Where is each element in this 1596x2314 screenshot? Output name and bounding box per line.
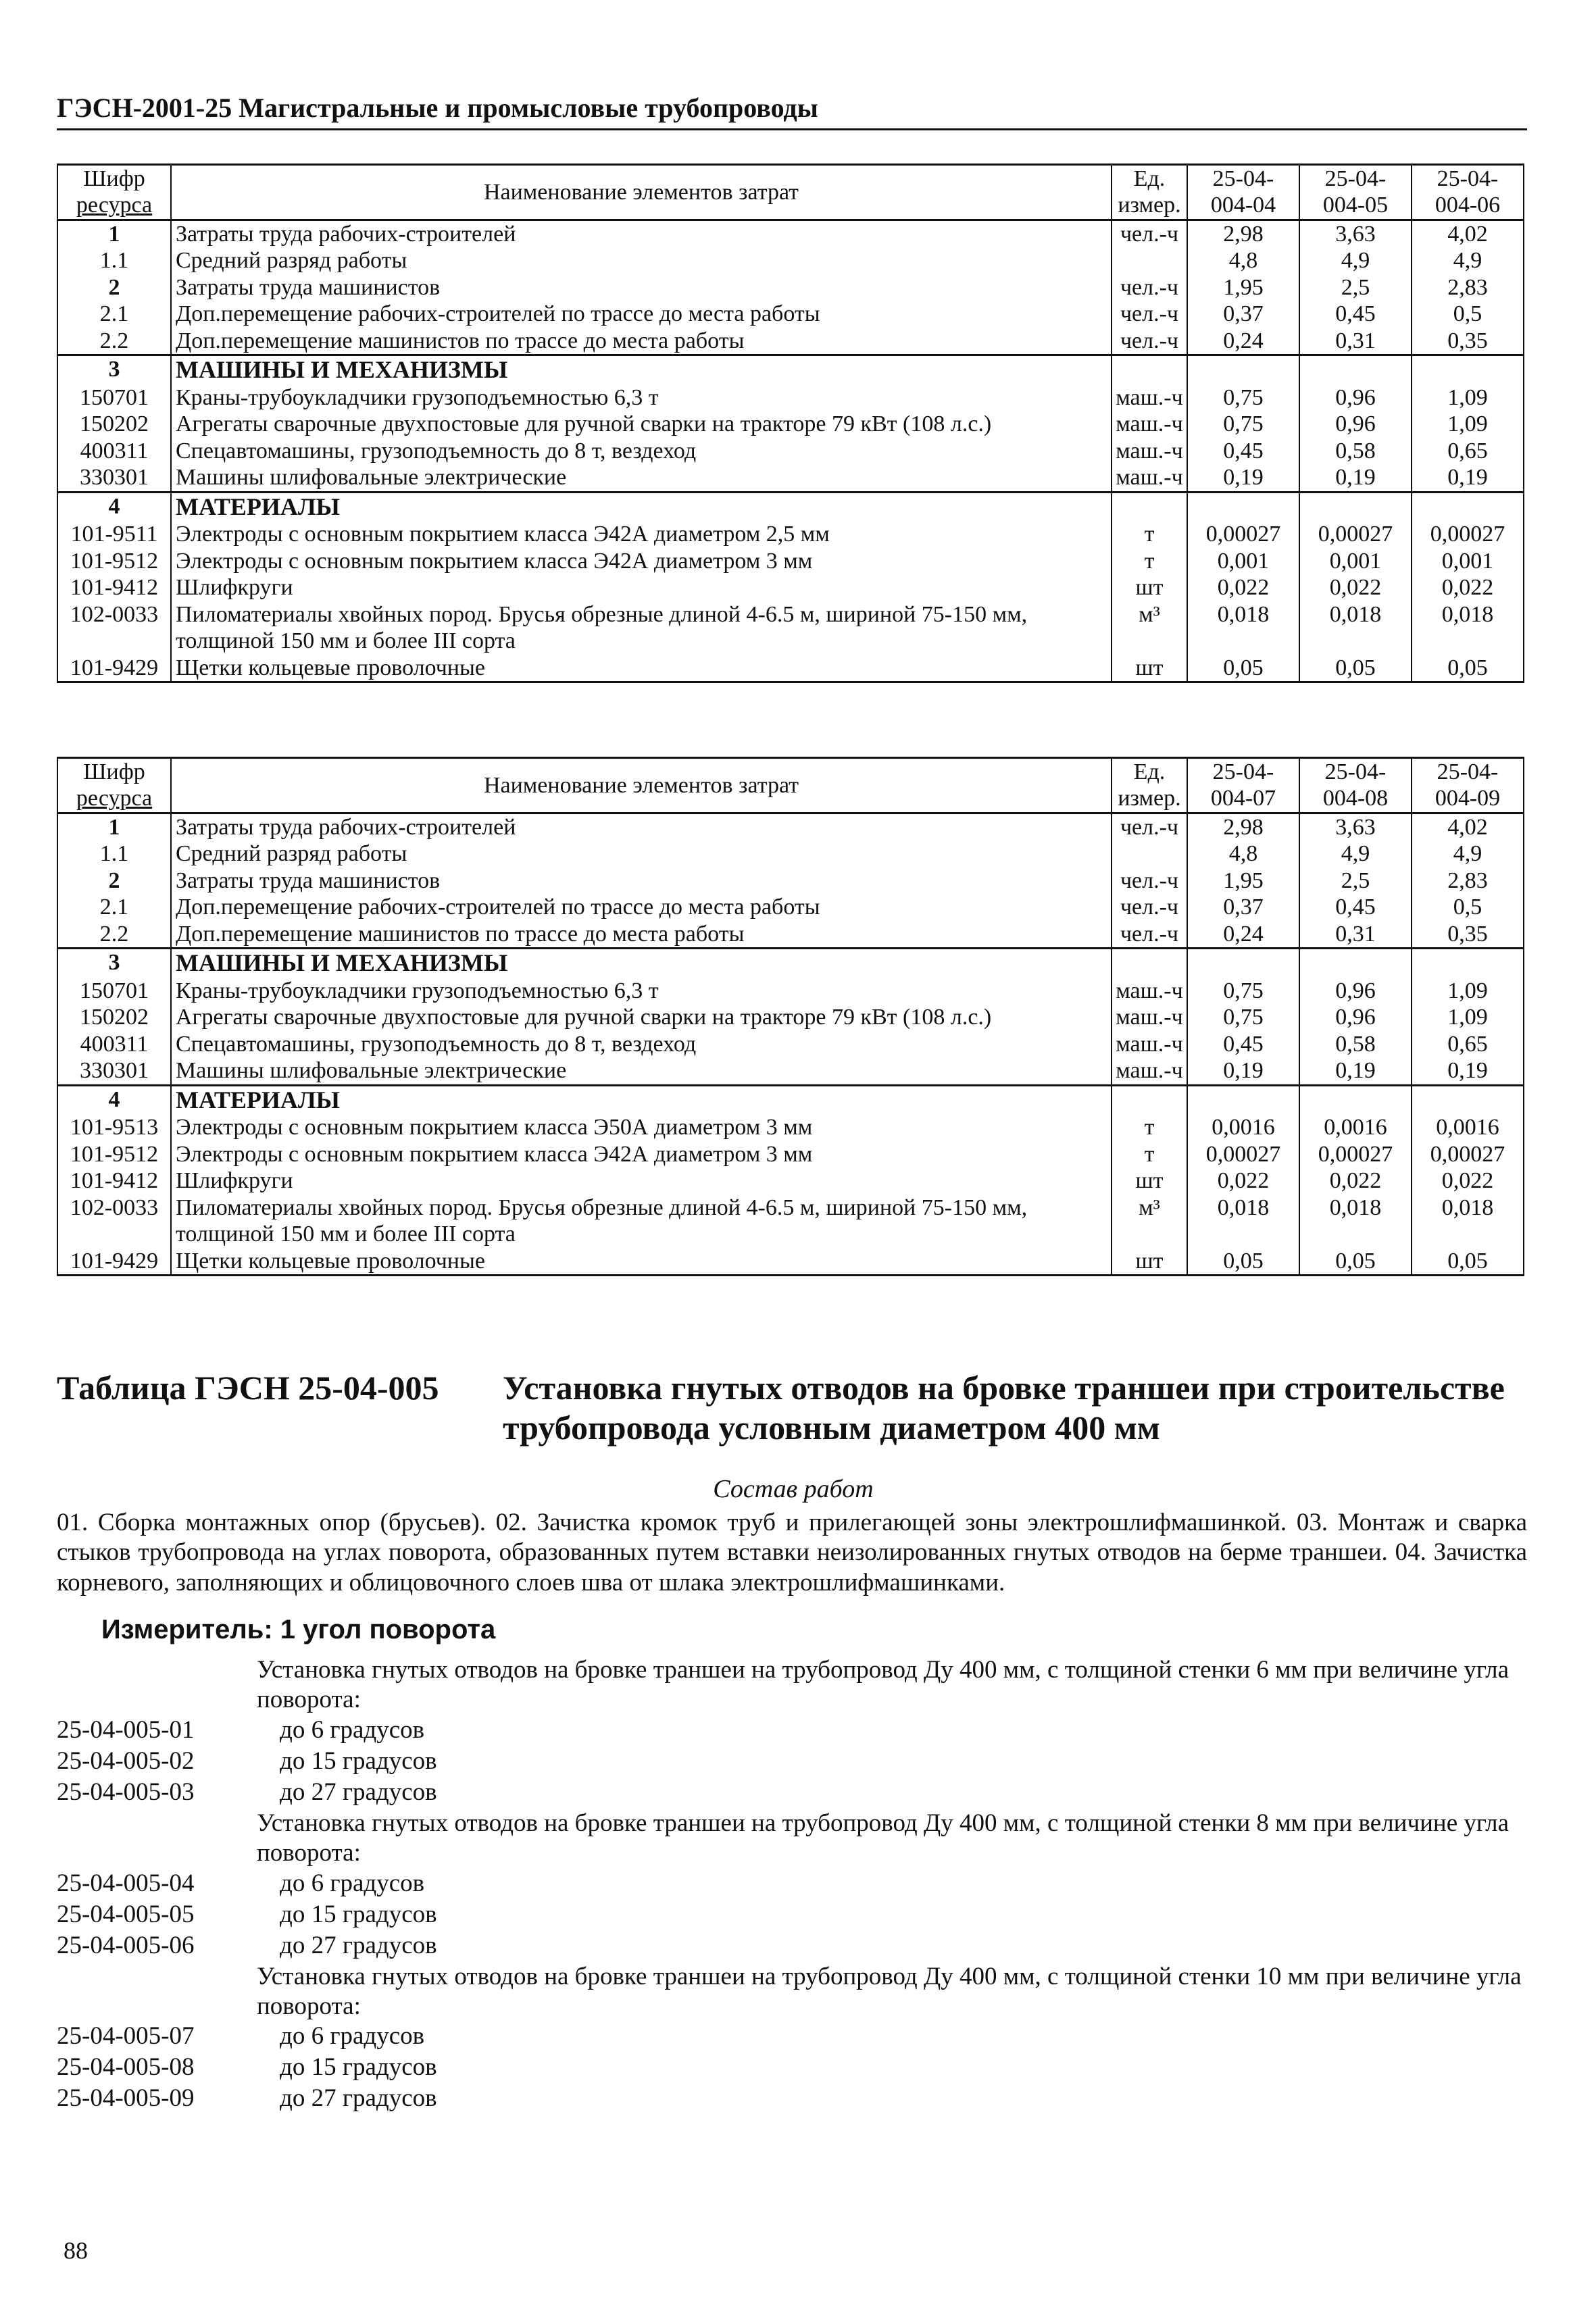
table-row: 101-9512 Электроды с основным покрытием класса Э42А диаметром 3 мм т 0,001 0,001 0,001 [57, 548, 1524, 574]
item-code: 25-04-005-04 [57, 1869, 195, 1897]
table-row: 2 Затраты труда машинистов чел.-ч 1,95 2,5 2,83 [57, 274, 1524, 301]
list-item [57, 1778, 1530, 1809]
table-row: 330301 Машины шлифовальные электрические маш.-ч 0,19 0,19 0,19 [57, 1057, 1524, 1085]
table-row: 2.1 Доп.перемещение рабочих-строителей по трассе до места работы чел.-ч 0,37 0,45 0,5 [57, 301, 1524, 327]
list-item [57, 1746, 1530, 1778]
group-description: Установка гнутых отводов на бровке траншеи на трубопровод Ду 400 мм, с толщиной стенки 10 мм при величине угла поворота: [257, 1962, 1522, 2020]
item-text: до 27 градусов [280, 1931, 437, 1959]
header-norm-1: 25-04- 004-04 [1187, 165, 1299, 220]
table-row: 1.1 Средний разряд работы 4,8 4,9 4,9 [57, 247, 1524, 274]
item-text: до 27 градусов [280, 1778, 437, 1806]
section-row-materials: 4 МАТЕРИАЛЫ [57, 492, 1524, 521]
table-row: 102-0033 Пиломатериалы хвойных пород. Брусья обрезные длиной 4-6.5 м, шириной 75-150 мм, толщиной 150 мм и более III сорта м³ 0,018 0,018 0,018 [57, 1194, 1524, 1248]
list-item [57, 2084, 1530, 2115]
table-row: 150202 Агрегаты сварочные двухпостовые для ручной сварки на тракторе 79 кВт (108 л.с.) маш.-ч 0,75 0,96 1,09 [57, 411, 1524, 437]
section-row-machines: 3 МАШИНЫ И МЕХАНИЗМЫ [57, 355, 1524, 384]
header-norm-2: 25-04- 004-05 [1299, 165, 1412, 220]
table-row: 101-9429 Щетки кольцевые проволочные шт 0,05 0,05 0,05 [57, 1248, 1524, 1276]
item-text: до 15 градусов [280, 1746, 437, 1775]
table-title: Установка гнутых отводов на бровке траншеи при строительстве трубопровода условным диаметром 400 мм [503, 1369, 1505, 1447]
page-number: 88 [64, 2237, 88, 2264]
table-row: 150701 Краны-трубоукладчики грузоподъемностью 6,3 т маш.-ч 0,75 0,96 1,09 [57, 384, 1524, 411]
item-text: до 6 градусов [280, 1869, 425, 1897]
list-item [57, 1900, 1530, 1931]
item-text: до 15 градусов [280, 2053, 437, 2082]
item-code: 25-04-005-07 [57, 2022, 195, 2051]
table-row: 150202 Агрегаты сварочные двухпостовые для ручной сварки на тракторе 79 кВт (108 л.с.) маш.-ч 0,75 0,96 1,09 [57, 1004, 1524, 1030]
header-norm-2: 25-04- 004-08 [1299, 758, 1412, 813]
table-row: 101-9412 Шлифкруги шт 0,022 0,022 0,022 [57, 574, 1524, 601]
price-group [57, 1655, 1530, 1809]
item-code: 25-04-005-09 [57, 2084, 195, 2113]
header-name: Наименование элементов затрат [171, 758, 1112, 813]
table-row: 1.1 Средний разряд работы 4,8 4,9 4,9 [57, 840, 1524, 867]
list-item [57, 1931, 1530, 1962]
header-norm-3: 25-04- 004-06 [1412, 165, 1524, 220]
resource-table-2 [57, 757, 1524, 1276]
table-row: 2.2 Доп.перемещение машинистов по трассе до места работы чел.-ч 0,24 0,31 0,35 [57, 921, 1524, 949]
price-group [57, 1809, 1530, 1962]
item-text: до 6 градусов [280, 2022, 425, 2051]
section-row-materials: 4 МАТЕРИАЛЫ [57, 1085, 1524, 1114]
table-row: 102-0033 Пиломатериалы хвойных пород. Брусья обрезные длиной 4-6.5 м, шириной 75-150 мм, толщиной 150 мм и более III сорта м³ 0,018 0,018 0,018 [57, 601, 1524, 655]
item-code: 25-04-005-01 [57, 1715, 195, 1744]
table-row: 330301 Машины шлифовальные электрические маш.-ч 0,19 0,19 0,19 [57, 464, 1524, 492]
table-row: 400311 Спецавтомашины, грузоподъемность до 8 т, вездеход маш.-ч 0,45 0,58 0,65 [57, 1031, 1524, 1057]
table-row: 101-9512 Электроды с основным покрытием класса Э42А диаметром 3 мм т 0,00027 0,00027 0,00027 [57, 1141, 1524, 1167]
table-row: 1 Затраты труда рабочих-строителей чел.-ч 2,98 3,63 4,02 [57, 220, 1524, 247]
table-row: 2 Затраты труда машинистов чел.-ч 1,95 2,5 2,83 [57, 867, 1524, 894]
header-code: Шифр ресурса [57, 758, 171, 813]
price-list [57, 1655, 1530, 2115]
item-code: 25-04-005-03 [57, 1778, 195, 1806]
group-description: Установка гнутых отводов на бровке траншеи на трубопровод Ду 400 мм, с толщиной стенки 8 мм при величине угла поворота: [257, 1809, 1510, 1867]
composition-title: Состав работ [713, 1475, 874, 1503]
section-row-machines: 3 МАШИНЫ И МЕХАНИЗМЫ [57, 949, 1524, 978]
header-norm-1: 25-04- 004-07 [1187, 758, 1299, 813]
header-unit: Ед. измер. [1112, 165, 1187, 220]
table-header-row [57, 758, 1524, 813]
group-description: Установка гнутых отводов на бровке траншеи на трубопровод Ду 400 мм, с толщиной стенки 6 мм при величине угла поворота: [257, 1656, 1510, 1714]
header-norm-3: 25-04- 004-09 [1412, 758, 1524, 813]
table-row: 150701 Краны-трубоукладчики грузоподъемностью 6,3 т маш.-ч 0,75 0,96 1,09 [57, 978, 1524, 1004]
item-text: до 15 градусов [280, 1900, 437, 1928]
item-text: до 27 градусов [280, 2084, 437, 2113]
list-item [57, 1869, 1530, 1900]
table-header-row [57, 165, 1524, 220]
item-code: 25-04-005-02 [57, 1746, 195, 1775]
item-code: 25-04-005-08 [57, 2053, 195, 2082]
measure-unit: Измеритель: 1 угол поворота [101, 1615, 496, 1644]
table-row: 1 Затраты труда рабочих-строителей чел.-ч 2,98 3,63 4,02 [57, 813, 1524, 840]
table-row: 400311 Спецавтомашины, грузоподъемность до 8 т, вездеход маш.-ч 0,45 0,58 0,65 [57, 438, 1524, 464]
item-code: 25-04-005-06 [57, 1931, 195, 1959]
item-code: 25-04-005-05 [57, 1900, 195, 1928]
table-row: 101-9513 Электроды с основным покрытием класса Э50А диаметром 3 мм т 0,0016 0,0016 0,0016 [57, 1114, 1524, 1140]
table-number: Таблица ГЭСН 25-04-005 [57, 1369, 439, 1407]
list-item [57, 1715, 1530, 1746]
table-row: 2.2 Доп.перемещение машинистов по трассе до места работы чел.-ч 0,24 0,31 0,35 [57, 328, 1524, 355]
table-row: 101-9412 Шлифкруги шт 0,022 0,022 0,022 [57, 1167, 1524, 1194]
table-row: 2.1 Доп.перемещение рабочих-строителей по трассе до места работы чел.-ч 0,37 0,45 0,5 [57, 894, 1524, 920]
header-unit: Ед. измер. [1112, 758, 1187, 813]
header-code: Шифр ресурса [57, 165, 171, 220]
list-item [57, 2021, 1530, 2053]
header-name: Наименование элементов затрат [171, 165, 1112, 220]
list-item [57, 2053, 1530, 2084]
table-row: 101-9429 Щетки кольцевые проволочные шт 0,05 0,05 0,05 [57, 655, 1524, 682]
item-text: до 6 градусов [280, 1715, 425, 1744]
resource-table-1 [57, 164, 1524, 683]
running-header: ГЭСН-2001-25 Магистральные и промысловые трубопроводы [57, 93, 1527, 130]
price-group [57, 1962, 1530, 2115]
composition-text: 01. Сборка монтажных опор (брусьев). 02. Зачистка кромок труб и прилегающей зоны электрошлифмашинкой. 03. Монтаж и сварка стыков трубопровода на углах поворота, образованных путем вставки неизолированных гнутых отводов на берме траншеи. 04. Зачистка корневого, заполняющих и облицовочного слоев шва от шлака электрошлифмашинками. [57, 1509, 1527, 1596]
table-row: 101-9511 Электроды с основным покрытием класса Э42А диаметром 2,5 мм т 0,00027 0,00027 0,00027 [57, 521, 1524, 547]
